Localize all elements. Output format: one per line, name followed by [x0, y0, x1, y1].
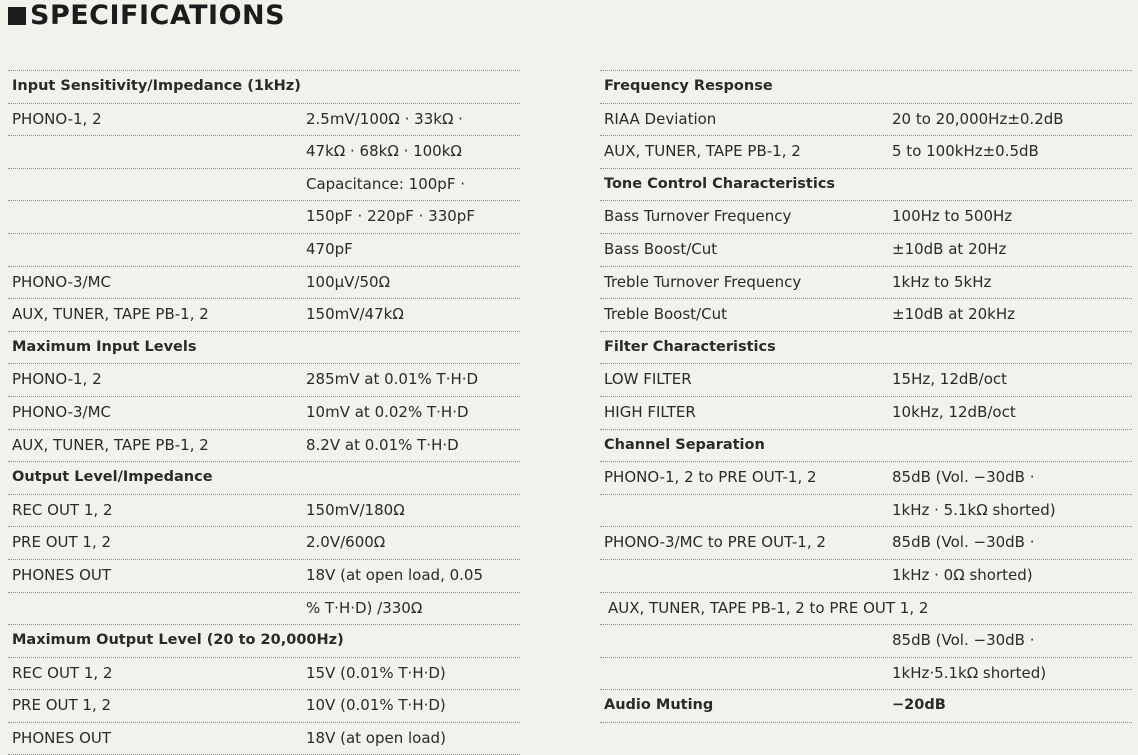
- section-header-row: [600, 690, 1132, 723]
- spec-value: ±10dB at 20Hz: [892, 239, 1007, 258]
- spec-value: Capacitance: 100pF ·: [306, 174, 465, 193]
- spec-row: [600, 527, 1132, 560]
- spec-value: 18V (at open load): [306, 728, 446, 747]
- section-header-row: [600, 430, 1132, 463]
- spec-value: 10mV at 0.02% T·H·D: [306, 402, 469, 421]
- spec-label: PHONES OUT: [12, 565, 112, 584]
- section-heading: Frequency Response: [604, 78, 773, 94]
- spec-value: 1kHz·5.1kΩ shorted): [892, 663, 1047, 682]
- left-spec-table: [8, 70, 520, 755]
- spec-label: PRE OUT 1, 2: [12, 696, 112, 715]
- section-header-row: [600, 71, 1132, 104]
- spec-row: [600, 234, 1132, 267]
- section-heading: Output Level/Impedance: [12, 469, 213, 486]
- section-heading: Channel Separation: [604, 436, 765, 453]
- spec-label: REC OUT 1, 2: [12, 500, 113, 519]
- spec-value: 150mV/180Ω: [306, 500, 405, 519]
- spec-label: AUX, TUNER, TAPE PB-1, 2: [12, 435, 209, 454]
- spec-row: [8, 658, 520, 691]
- spec-row: [8, 560, 520, 593]
- spec-value: 285mV at 0.01% T·H·D: [306, 370, 479, 389]
- spec-row: [8, 723, 520, 755]
- spec-value: 10V (0.01% T·H·D): [306, 696, 446, 715]
- spec-label: Bass Turnover Frequency: [604, 207, 792, 226]
- spec-row: [600, 625, 1132, 658]
- spec-value: 10kHz, 12dB/oct: [892, 402, 1016, 421]
- section-heading: Audio Muting: [604, 697, 714, 714]
- spec-value: 18V (at open load, 0.05: [306, 565, 484, 584]
- spec-row: [600, 364, 1132, 397]
- section-header-row: [600, 332, 1132, 365]
- title-text: SPECIFICATIONS: [30, 0, 286, 31]
- spec-row: [8, 527, 520, 560]
- spec-label: PRE OUT 1, 2: [12, 533, 112, 552]
- spec-label: RIAA Deviation: [604, 109, 717, 128]
- spec-value: 85dB (Vol. −30dB ·: [892, 533, 1035, 552]
- spec-row: [8, 104, 520, 137]
- section-heading: Input Sensitivity/Impedance (1kHz): [12, 78, 301, 94]
- spec-row: [600, 267, 1132, 300]
- spec-row: [600, 201, 1132, 234]
- spec-value: % T·H·D) /330Ω: [306, 598, 423, 617]
- spec-value: 150mV/47kΩ: [306, 305, 404, 324]
- right-spec-table: [600, 70, 1132, 723]
- spec-value: 20 to 20,000Hz±0.2dB: [892, 109, 1064, 128]
- spec-label: PHONO-1, 2: [12, 370, 102, 389]
- section-heading: Tone Control Characteristics: [604, 175, 836, 192]
- spec-value: 47kΩ · 68kΩ · 100kΩ: [306, 142, 462, 161]
- spec-value: 5 to 100kHz±0.5dB: [892, 142, 1039, 161]
- spec-label: PHONO-3/MC to PRE OUT-1, 2: [604, 533, 826, 552]
- spec-row: [600, 560, 1132, 593]
- spec-row: [8, 593, 520, 626]
- section-header-row: [8, 332, 520, 365]
- spec-label: AUX, TUNER, TAPE PB-1, 2: [12, 305, 209, 324]
- spec-label: PHONO-1, 2: [12, 109, 102, 128]
- spec-label: AUX, TUNER, TAPE PB-1, 2 to PRE OUT 1, 2: [608, 598, 929, 617]
- page-title: [8, 0, 285, 31]
- spec-value: 1kHz · 0Ω shorted): [892, 565, 1033, 584]
- spec-value: 85dB (Vol. −30dB ·: [892, 631, 1035, 650]
- spec-value: 85dB (Vol. −30dB ·: [892, 468, 1035, 487]
- spec-label: Treble Turnover Frequency: [604, 272, 802, 291]
- spec-label: PHONES OUT: [12, 728, 112, 747]
- spec-row: [8, 234, 520, 267]
- spec-value: 150pF · 220pF · 330pF: [306, 207, 475, 226]
- spec-row: [600, 397, 1132, 430]
- spec-value: 1kHz to 5kHz: [892, 272, 992, 291]
- spec-label: PHONO-1, 2 to PRE OUT-1, 2: [604, 468, 817, 487]
- spec-value: 2.5mV/100Ω · 33kΩ ·: [306, 109, 463, 128]
- spec-value: 15Hz, 12dB/oct: [892, 370, 1008, 389]
- spec-value: ±10dB at 20kHz: [892, 305, 1016, 324]
- spec-label: HIGH FILTER: [604, 402, 696, 421]
- spec-value: 100Hz to 500Hz: [892, 207, 1013, 226]
- section-header-row: [8, 625, 520, 658]
- spec-row: [8, 136, 520, 169]
- spec-value: 100μV/50Ω: [306, 272, 391, 291]
- title-square-icon: [8, 7, 26, 25]
- spec-row: [8, 495, 520, 528]
- section-heading: Maximum Output Level (20 to 20,000Hz): [12, 632, 344, 649]
- spec-row: [8, 267, 520, 300]
- spec-row: [600, 104, 1132, 137]
- section-heading: Maximum Input Levels: [12, 338, 197, 355]
- spec-row: [600, 495, 1132, 528]
- spec-label: AUX, TUNER, TAPE PB-1, 2: [604, 142, 801, 161]
- spec-row: [600, 299, 1132, 332]
- spec-label: REC OUT 1, 2: [12, 663, 113, 682]
- spec-row: [8, 201, 520, 234]
- spec-label: LOW FILTER: [604, 370, 692, 389]
- spec-label: Bass Boost/Cut: [604, 239, 718, 258]
- spec-value: 2.0V/600Ω: [306, 533, 386, 552]
- spec-row: [8, 169, 520, 202]
- spec-row: [8, 690, 520, 723]
- spec-value: 8.2V at 0.01% T·H·D: [306, 435, 459, 454]
- spec-label: Treble Boost/Cut: [604, 305, 727, 324]
- section-header-row: [8, 71, 520, 104]
- spec-row: [600, 136, 1132, 169]
- section-heading: Filter Characteristics: [604, 338, 776, 355]
- spec-row: [600, 462, 1132, 495]
- spec-row: [8, 364, 520, 397]
- spec-value: 1kHz · 5.1kΩ shorted): [892, 500, 1056, 519]
- spec-value: 470pF: [306, 239, 353, 258]
- spec-label: PHONO-3/MC: [12, 272, 112, 291]
- section-header-row: [8, 462, 520, 495]
- spec-row: [8, 299, 520, 332]
- spec-value: 15V (0.01% T·H·D): [306, 663, 446, 682]
- section-header-row: [600, 169, 1132, 202]
- spec-row: [600, 593, 1132, 626]
- spec-row: [8, 430, 520, 463]
- spec-value: −20dB: [892, 697, 946, 714]
- spec-label: PHONO-3/MC: [12, 402, 112, 421]
- spec-row: [600, 658, 1132, 691]
- spec-row: [8, 397, 520, 430]
